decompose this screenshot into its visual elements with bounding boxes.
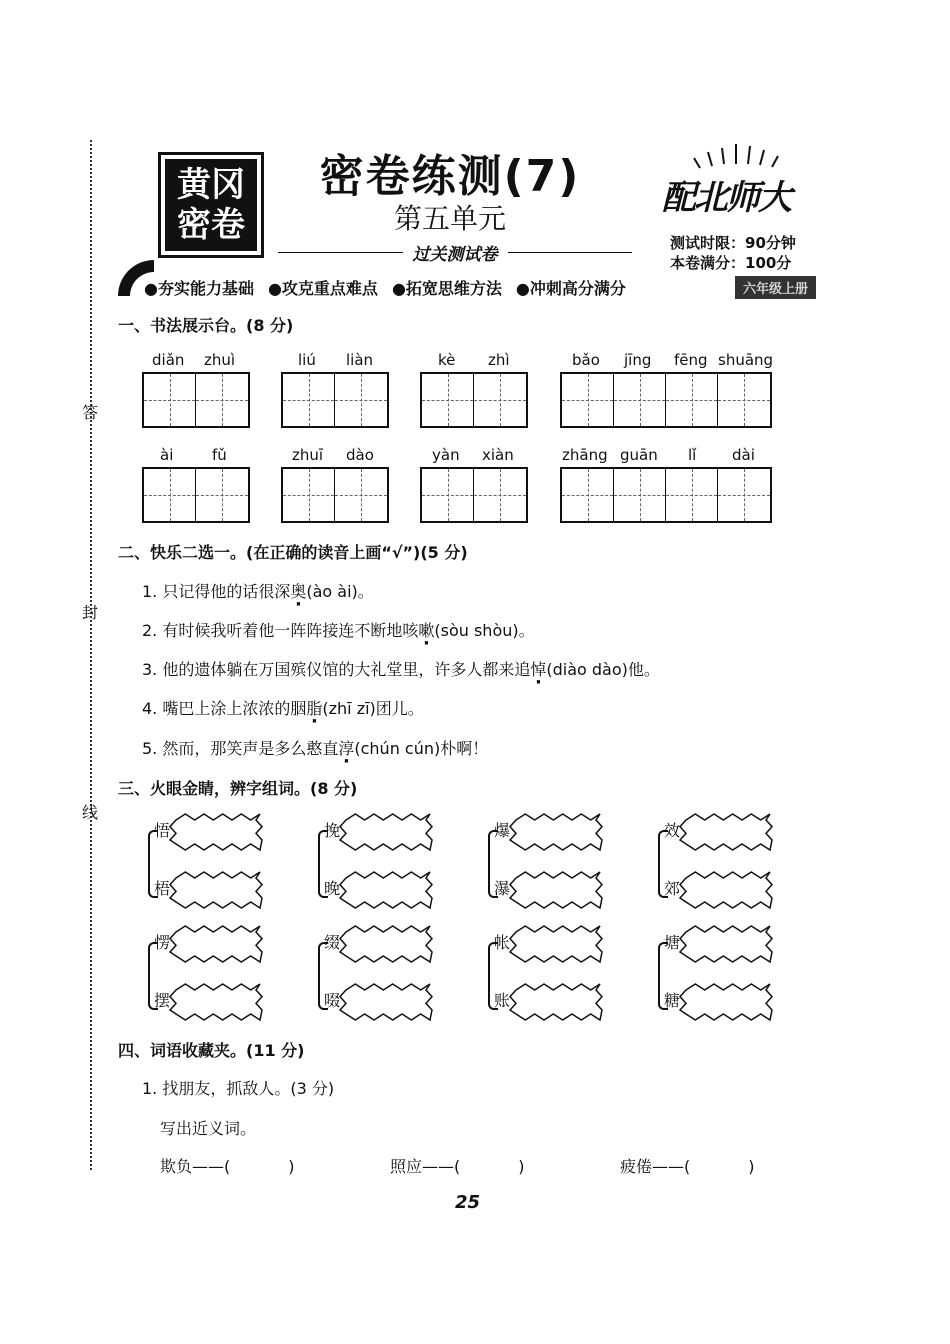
pinyin: shuāng	[718, 351, 774, 369]
synonym-item: 照应——( )	[390, 1157, 525, 1176]
pinyin: fǔ	[212, 446, 227, 464]
answer-burst-box[interactable]	[678, 812, 774, 852]
writing-grid[interactable]	[281, 372, 389, 428]
grade-badge: 六年级上册	[735, 276, 816, 299]
brand-label: 配北师大	[662, 178, 790, 218]
answer-burst-box[interactable]	[508, 924, 604, 964]
writing-grid[interactable]	[142, 467, 250, 523]
target-character: 梧	[154, 879, 171, 898]
answer-burst-box[interactable]	[338, 870, 434, 910]
pinyin: zhuī	[292, 446, 324, 464]
writing-grid[interactable]	[142, 372, 250, 428]
answer-burst-box[interactable]	[168, 812, 264, 852]
pinyin: diǎn	[152, 351, 185, 369]
answer-burst-box[interactable]	[678, 870, 774, 910]
target-character: 啜	[324, 991, 341, 1010]
target-character: 晚	[324, 879, 341, 898]
answer-burst-box[interactable]	[338, 982, 434, 1022]
answer-burst-box[interactable]	[168, 924, 264, 964]
pinyin: bǎo	[572, 351, 600, 369]
pinyin: ài	[160, 446, 174, 464]
target-character: 挽	[324, 821, 341, 840]
question-item: 2. 有时候我听着他一阵阵接连不断地咳嗽(sòu shòu)。	[142, 621, 535, 640]
margin-char: 线	[82, 803, 99, 822]
answer-burst-box[interactable]	[168, 870, 264, 910]
pinyin: zhì	[488, 351, 510, 369]
answer-burst-box[interactable]	[338, 924, 434, 964]
word-pair-group	[488, 822, 628, 902]
target-character: 帐	[494, 933, 511, 952]
writing-grid[interactable]	[560, 467, 772, 523]
page-title: 密卷练测(7)	[319, 151, 581, 202]
pinyin: dài	[732, 446, 755, 464]
question-item: 4. 嘴巴上涂上浓浓的胭脂(zhī zī)团儿。	[142, 699, 424, 718]
word-pair-group	[148, 934, 288, 1014]
subquestion-title: 1. 找朋友，抓敌人。(3 分)	[142, 1079, 335, 1098]
word-pair-group	[488, 934, 628, 1014]
section-2-title: 二、快乐二选一。(在正确的读音上画“√”)(5 分)	[118, 543, 468, 562]
pinyin: jīng	[624, 351, 652, 369]
logo: 黄冈 密卷	[158, 152, 264, 258]
pinyin: guān	[620, 446, 658, 464]
section-1-title: 一、书法展示台。(8 分)	[118, 316, 294, 335]
full-score: 本卷满分：100分	[670, 254, 792, 272]
target-character: 效	[664, 821, 681, 840]
sunburst-icon	[690, 140, 790, 170]
unit-title: 第五单元	[393, 202, 506, 235]
instruction: 写出近义词。	[160, 1119, 257, 1138]
pinyin: zhuì	[204, 351, 236, 369]
pinyin: zhāng	[562, 446, 608, 464]
test-type: 过关测试卷	[278, 240, 632, 265]
pinyin: kè	[438, 351, 456, 369]
pinyin: xiàn	[482, 446, 514, 464]
synonym-item: 欺负——( )	[160, 1157, 295, 1176]
synonym-item: 疲倦——( )	[620, 1157, 755, 1176]
binding-line	[90, 140, 92, 1170]
question-item: 1. 只记得他的话很深奥(ào ài)。	[142, 582, 374, 601]
target-character: 塘	[664, 933, 681, 952]
word-pair-group	[658, 934, 798, 1014]
word-pair-group	[148, 822, 288, 902]
pinyin: yàn	[432, 446, 460, 464]
answer-burst-box[interactable]	[508, 812, 604, 852]
section-4-title: 四、词语收藏夹。(11 分)	[118, 1041, 305, 1060]
slogan: ●冲刺高分满分	[515, 278, 626, 298]
target-character: 摆	[154, 991, 171, 1010]
writing-grid[interactable]	[281, 467, 389, 523]
target-character: 缀	[324, 933, 341, 952]
target-character: 糖	[664, 991, 681, 1010]
target-character: 愣	[154, 933, 171, 952]
writing-grid[interactable]	[420, 372, 528, 428]
pinyin: fēng	[674, 351, 708, 369]
target-character: 悟	[154, 821, 171, 840]
word-pair-group	[318, 934, 458, 1014]
answer-burst-box[interactable]	[168, 982, 264, 1022]
margin-char: 答	[82, 403, 99, 422]
page-number: 25	[455, 1192, 481, 1213]
word-pair-group	[658, 822, 798, 902]
pinyin: liàn	[346, 351, 374, 369]
time-limit: 测试时限：90分钟	[670, 234, 796, 252]
question-item: 5. 然而，那笑声是多么憨直淳(chún cún)朴啊！	[142, 739, 489, 758]
answer-burst-box[interactable]	[338, 812, 434, 852]
slogan: ●夯实能力基础	[144, 278, 254, 298]
target-character: 郊	[664, 879, 681, 898]
target-character: 账	[494, 991, 511, 1010]
target-character: 爆	[494, 821, 511, 840]
answer-burst-box[interactable]	[508, 982, 604, 1022]
section-3-title: 三、火眼金睛，辨字组词。(8 分)	[118, 779, 358, 798]
pinyin: lǐ	[688, 446, 697, 464]
answer-burst-box[interactable]	[508, 870, 604, 910]
writing-grid[interactable]	[420, 467, 528, 523]
word-pair-group	[318, 822, 458, 902]
slogan-banner	[116, 276, 816, 298]
target-character: 瀑	[494, 879, 511, 898]
slogan: ●拓宽思维方法	[391, 278, 502, 298]
margin-char: 封	[82, 603, 99, 622]
answer-burst-box[interactable]	[678, 924, 774, 964]
writing-grid[interactable]	[560, 372, 772, 428]
slogan: ●攻克重点难点	[267, 278, 378, 298]
pinyin: dào	[346, 446, 374, 464]
question-item: 3. 他的遗体躺在万国殡仪馆的大礼堂里，许多人都来追悼(diào dào)他。	[142, 660, 660, 679]
answer-burst-box[interactable]	[678, 982, 774, 1022]
pinyin: liú	[298, 351, 316, 369]
